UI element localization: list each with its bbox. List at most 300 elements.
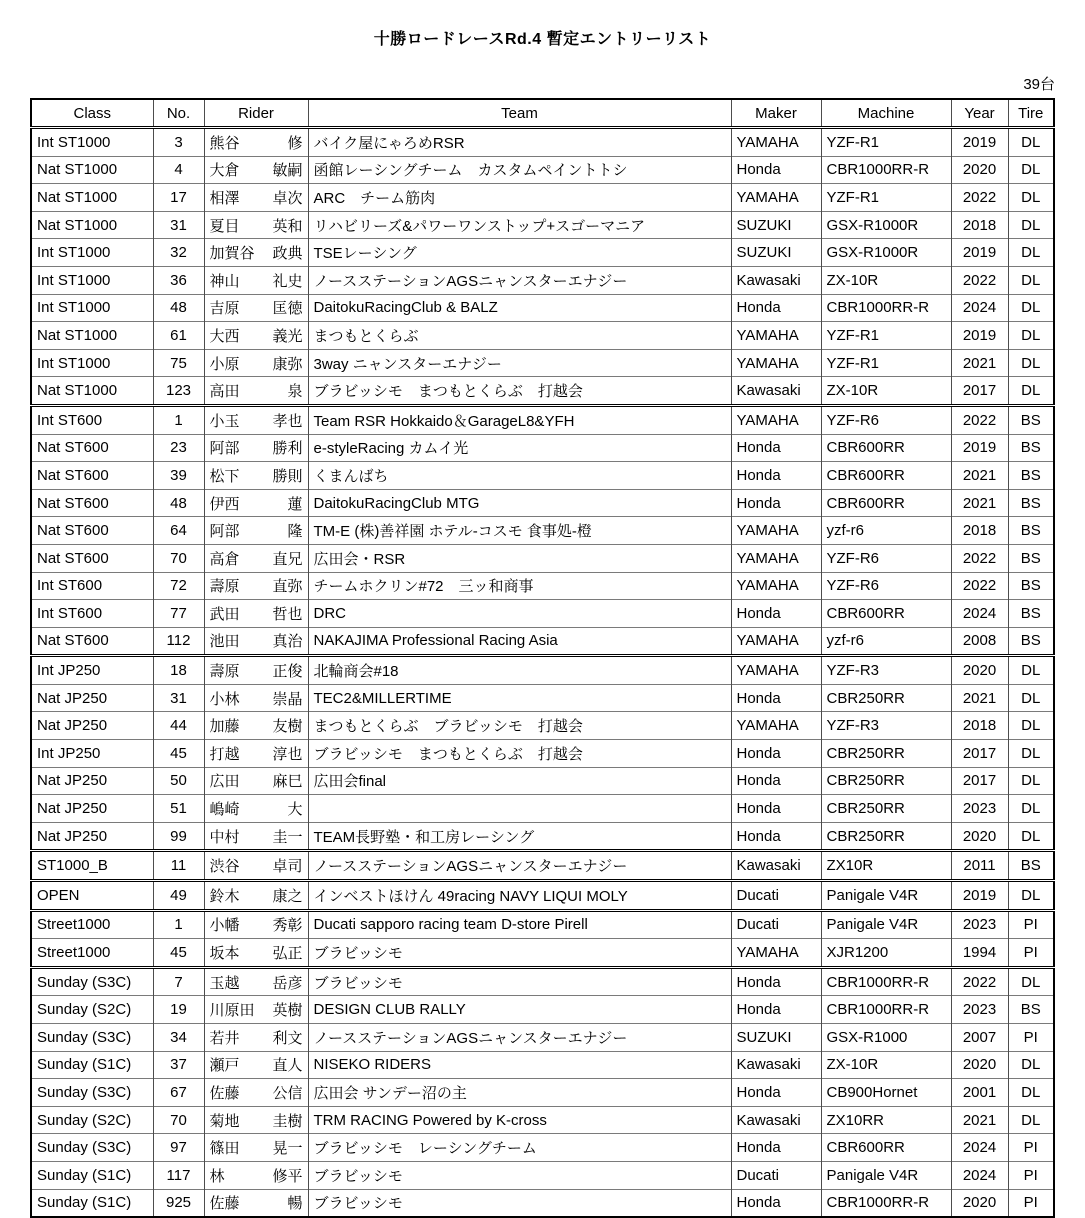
rider-name <box>210 798 303 819</box>
cell-team: インベストほけん 49racing NAVY LIQUI MOLY <box>308 881 731 911</box>
table-row <box>31 405 1054 434</box>
cell-class: Nat JP250 <box>31 684 153 712</box>
table-row <box>31 1134 1054 1162</box>
cell-maker: Honda <box>731 489 821 517</box>
cell-no: 97 <box>153 1134 204 1162</box>
cell-tire: DL <box>1008 822 1054 851</box>
table-row <box>31 517 1054 545</box>
rider-given-name: 正俊 <box>272 663 303 681</box>
cell-year: 2021 <box>951 349 1008 377</box>
cell-tire: DL <box>1008 795 1054 823</box>
cell-year: 2018 <box>951 517 1008 545</box>
cell-year: 2018 <box>951 712 1008 740</box>
cell-class: Sunday (S3C) <box>31 1079 153 1107</box>
cell-machine: CBR250RR <box>821 795 951 823</box>
cell-rider <box>204 349 308 377</box>
cell-no: 925 <box>153 1189 204 1217</box>
cell-machine: CBR600RR <box>821 489 951 517</box>
cell-no: 4 <box>153 156 204 184</box>
cell-maker: YAMAHA <box>731 656 821 685</box>
rider-name <box>210 493 303 514</box>
table-row <box>31 600 1054 628</box>
rider-name <box>210 325 303 346</box>
cell-year: 2024 <box>951 1161 1008 1189</box>
table-row <box>31 939 1054 968</box>
cell-class: ST1000_B <box>31 851 153 881</box>
cell-class: Sunday (S2C) <box>31 996 153 1024</box>
cell-machine: CBR250RR <box>821 740 951 768</box>
cell-maker: Kawasaki <box>731 377 821 406</box>
rider-given-name: 晃一 <box>272 1140 303 1158</box>
cell-team: NISEKO RIDERS <box>308 1051 731 1079</box>
cell-tire: DL <box>1008 656 1054 685</box>
cell-maker: Kawasaki <box>731 1106 821 1134</box>
table-row <box>31 184 1054 212</box>
cell-maker: Honda <box>731 1189 821 1217</box>
cell-year: 2022 <box>951 967 1008 996</box>
cell-team: 広田会 サンデー沼の主 <box>308 1079 731 1107</box>
cell-team: 広田会final <box>308 767 731 795</box>
cell-team: 函館レーシングチーム カスタムペイントトシ <box>308 156 731 184</box>
table-row <box>31 712 1054 740</box>
rider-given-name: 友樹 <box>272 718 303 736</box>
rider-given-name: 圭樹 <box>272 1112 303 1130</box>
cell-class: Int ST1000 <box>31 266 153 294</box>
table-row <box>31 294 1054 322</box>
cell-rider <box>204 939 308 968</box>
cell-class: Nat ST1000 <box>31 184 153 212</box>
table-row <box>31 434 1054 462</box>
cell-maker: YAMAHA <box>731 517 821 545</box>
cell-machine: CBR1000RR-R <box>821 294 951 322</box>
cell-year: 2023 <box>951 996 1008 1024</box>
table-row <box>31 1189 1054 1217</box>
cell-year: 2022 <box>951 184 1008 212</box>
rider-given-name: 卓司 <box>272 858 303 876</box>
cell-year: 2018 <box>951 211 1008 239</box>
cell-rider <box>204 910 308 939</box>
rider-given-name: 義光 <box>272 327 303 345</box>
cell-tire: BS <box>1008 489 1054 517</box>
rider-family-name: 高倉 <box>209 550 240 568</box>
cell-class: Nat ST1000 <box>31 211 153 239</box>
rider-name <box>210 215 303 236</box>
cell-rider <box>204 128 308 157</box>
cell-no: 23 <box>153 434 204 462</box>
rider-name <box>210 855 303 876</box>
cell-team: DRC <box>308 600 731 628</box>
rider-family-name: 壽原 <box>209 663 240 681</box>
cell-maker: YAMAHA <box>731 405 821 434</box>
cell-no: 17 <box>153 184 204 212</box>
cell-year: 2021 <box>951 1106 1008 1134</box>
cell-rider <box>204 1134 308 1162</box>
cell-machine: GSX-R1000R <box>821 239 951 267</box>
rider-name <box>210 548 303 569</box>
cell-rider <box>204 322 308 350</box>
cell-tire: DL <box>1008 1051 1054 1079</box>
cell-tire: BS <box>1008 517 1054 545</box>
cell-team: e-styleRacing カムイ光 <box>308 434 731 462</box>
rider-family-name: 林 <box>209 1167 225 1185</box>
cell-machine: CBR1000RR-R <box>821 996 951 1024</box>
cell-no: 99 <box>153 822 204 851</box>
rider-name <box>210 1110 303 1131</box>
table-row <box>31 1024 1054 1052</box>
cell-maker: YAMAHA <box>731 349 821 377</box>
cell-no: 11 <box>153 851 204 881</box>
cell-no: 49 <box>153 881 204 911</box>
cell-class: Sunday (S1C) <box>31 1161 153 1189</box>
cell-team: まつもとくらぶ <box>308 322 731 350</box>
cell-year: 2017 <box>951 767 1008 795</box>
cell-rider <box>204 600 308 628</box>
table-row <box>31 462 1054 490</box>
entry-table <box>30 98 1055 1218</box>
cell-year: 2022 <box>951 266 1008 294</box>
rider-family-name: 玉越 <box>209 974 240 992</box>
cell-rider <box>204 156 308 184</box>
cell-team: Ducati sapporo racing team D-store Pirell <box>308 910 731 939</box>
rider-given-name: 卓次 <box>272 189 303 207</box>
cell-team: TSEレーシング <box>308 239 731 267</box>
cell-machine: YZF-R1 <box>821 128 951 157</box>
cell-tire: DL <box>1008 184 1054 212</box>
rider-given-name: 孝也 <box>272 412 303 430</box>
rider-name <box>210 575 303 596</box>
rider-family-name: 打越 <box>209 745 240 763</box>
rider-name <box>210 942 303 963</box>
cell-year: 2023 <box>951 910 1008 939</box>
rider-family-name: 加賀谷 <box>209 245 255 263</box>
cell-year: 2001 <box>951 1079 1008 1107</box>
column-header-machine: Machine <box>821 99 951 128</box>
cell-no: 7 <box>153 967 204 996</box>
cell-year: 2020 <box>951 1189 1008 1217</box>
cell-machine: CB900Hornet <box>821 1079 951 1107</box>
cell-class: Nat ST600 <box>31 462 153 490</box>
cell-machine: Panigale V4R <box>821 1161 951 1189</box>
cell-maker: YAMAHA <box>731 572 821 600</box>
cell-class: Nat ST600 <box>31 627 153 656</box>
cell-machine: CBR600RR <box>821 600 951 628</box>
table-row <box>31 156 1054 184</box>
cell-tire: DL <box>1008 1079 1054 1107</box>
cell-tire: BS <box>1008 996 1054 1024</box>
entry-list-page <box>0 26 1085 1218</box>
cell-class: Nat ST600 <box>31 544 153 572</box>
cell-no: 39 <box>153 462 204 490</box>
column-header-rider: Rider <box>204 99 308 128</box>
cell-no: 51 <box>153 795 204 823</box>
rider-name <box>210 270 303 291</box>
cell-tire: PI <box>1008 1134 1054 1162</box>
cell-tire: DL <box>1008 239 1054 267</box>
cell-maker: Honda <box>731 156 821 184</box>
cell-machine: YZF-R3 <box>821 712 951 740</box>
cell-maker: Honda <box>731 795 821 823</box>
cell-machine: ZX-10R <box>821 266 951 294</box>
table-row <box>31 767 1054 795</box>
cell-class: Nat ST600 <box>31 434 153 462</box>
column-header-maker: Maker <box>731 99 821 128</box>
rider-family-name: 夏目 <box>209 217 240 235</box>
cell-year: 2017 <box>951 740 1008 768</box>
rider-family-name: 川原田 <box>209 1002 255 1020</box>
cell-team: ノースステーションAGSニャンスターエナジー <box>308 851 731 881</box>
rider-given-name: 直兄 <box>272 550 303 568</box>
cell-rider <box>204 462 308 490</box>
cell-no: 67 <box>153 1079 204 1107</box>
cell-year: 2019 <box>951 239 1008 267</box>
cell-class: Nat ST600 <box>31 517 153 545</box>
cell-team: DESIGN CLUB RALLY <box>308 996 731 1024</box>
rider-given-name: 敏嗣 <box>272 162 303 180</box>
cell-rider <box>204 1106 308 1134</box>
rider-family-name: 加藤 <box>209 718 240 736</box>
rider-family-name: 大倉 <box>209 162 240 180</box>
cell-machine: yzf-r6 <box>821 627 951 656</box>
cell-rider <box>204 967 308 996</box>
column-header-year: Year <box>951 99 1008 128</box>
rider-given-name: 直人 <box>272 1057 303 1075</box>
cell-team: TRM RACING Powered by K-cross <box>308 1106 731 1134</box>
cell-class: Nat ST1000 <box>31 156 153 184</box>
cell-no: 61 <box>153 322 204 350</box>
cell-maker: SUZUKI <box>731 211 821 239</box>
cell-no: 48 <box>153 489 204 517</box>
table-row <box>31 1106 1054 1134</box>
rider-name <box>210 914 303 935</box>
cell-rider <box>204 1161 308 1189</box>
rider-family-name: 松下 <box>209 467 240 485</box>
rider-name <box>210 465 303 486</box>
cell-machine: CBR1000RR-R <box>821 1189 951 1217</box>
cell-machine: ZX10R <box>821 851 951 881</box>
cell-machine: CBR1000RR-R <box>821 967 951 996</box>
table-row <box>31 656 1054 685</box>
rider-given-name: 淳也 <box>272 745 303 763</box>
rider-name <box>210 885 303 906</box>
cell-year: 2019 <box>951 322 1008 350</box>
rider-given-name: 直弥 <box>272 578 303 596</box>
cell-machine: Panigale V4R <box>821 910 951 939</box>
rider-family-name: 鈴木 <box>209 887 240 905</box>
cell-no: 75 <box>153 349 204 377</box>
rider-family-name: 広田 <box>209 773 240 791</box>
cell-maker: Honda <box>731 996 821 1024</box>
cell-class: Int JP250 <box>31 740 153 768</box>
cell-no: 1 <box>153 405 204 434</box>
rider-family-name: 嶋崎 <box>209 801 240 819</box>
cell-maker: Honda <box>731 684 821 712</box>
cell-no: 70 <box>153 544 204 572</box>
rider-given-name: 哲也 <box>272 605 303 623</box>
cell-class: Int ST1000 <box>31 349 153 377</box>
rider-family-name: 篠田 <box>209 1140 240 1158</box>
cell-machine: YZF-R1 <box>821 322 951 350</box>
table-row <box>31 489 1054 517</box>
cell-maker: YAMAHA <box>731 322 821 350</box>
cell-team: バイク屋にゃろめRSR <box>308 128 731 157</box>
cell-machine: CBR600RR <box>821 462 951 490</box>
cell-machine: YZF-R6 <box>821 544 951 572</box>
cell-maker: Ducati <box>731 910 821 939</box>
column-header-team: Team <box>308 99 731 128</box>
cell-year: 2020 <box>951 1051 1008 1079</box>
cell-maker: YAMAHA <box>731 544 821 572</box>
cell-class: Nat ST1000 <box>31 377 153 406</box>
cell-team: くまんばち <box>308 462 731 490</box>
cell-year: 2022 <box>951 405 1008 434</box>
cell-class: Street1000 <box>31 939 153 968</box>
cell-no: 44 <box>153 712 204 740</box>
cell-rider <box>204 1079 308 1107</box>
cell-no: 48 <box>153 294 204 322</box>
rider-given-name: 真治 <box>272 633 303 651</box>
cell-tire: DL <box>1008 767 1054 795</box>
cell-class: Nat JP250 <box>31 712 153 740</box>
cell-team: NAKAJIMA Professional Racing Asia <box>308 627 731 656</box>
cell-team: ブラビッシモ まつもとくらぶ 打越会 <box>308 740 731 768</box>
cell-machine: ZX-10R <box>821 1051 951 1079</box>
rider-family-name: 菊地 <box>209 1112 240 1130</box>
cell-maker: Ducati <box>731 881 821 911</box>
cell-no: 77 <box>153 600 204 628</box>
rider-family-name: 坂本 <box>209 945 240 963</box>
cell-maker: Honda <box>731 462 821 490</box>
cell-class: Int ST1000 <box>31 128 153 157</box>
table-row <box>31 572 1054 600</box>
rider-name <box>210 242 303 263</box>
cell-tire: DL <box>1008 740 1054 768</box>
rider-name <box>210 770 303 791</box>
cell-rider <box>204 572 308 600</box>
cell-class: Nat JP250 <box>31 795 153 823</box>
cell-class: Sunday (S1C) <box>31 1051 153 1079</box>
cell-year: 2019 <box>951 881 1008 911</box>
cell-no: 45 <box>153 740 204 768</box>
cell-year: 2019 <box>951 434 1008 462</box>
cell-year: 2022 <box>951 572 1008 600</box>
cell-maker: YAMAHA <box>731 712 821 740</box>
cell-rider <box>204 517 308 545</box>
rider-name <box>210 1082 303 1103</box>
cell-year: 2007 <box>951 1024 1008 1052</box>
cell-machine: ZX10RR <box>821 1106 951 1134</box>
rider-given-name: 崇晶 <box>272 690 303 708</box>
cell-class: Int ST600 <box>31 600 153 628</box>
cell-tire: BS <box>1008 627 1054 656</box>
cell-tire: BS <box>1008 405 1054 434</box>
cell-class: Int ST600 <box>31 572 153 600</box>
cell-rider <box>204 684 308 712</box>
cell-maker: Honda <box>731 822 821 851</box>
table-row <box>31 822 1054 851</box>
cell-rider <box>204 656 308 685</box>
cell-no: 36 <box>153 266 204 294</box>
cell-machine: XJR1200 <box>821 939 951 968</box>
cell-tire: PI <box>1008 910 1054 939</box>
cell-maker: Kawasaki <box>731 851 821 881</box>
rider-family-name: 瀬戸 <box>209 1057 240 1075</box>
rider-family-name: 壽原 <box>209 578 240 596</box>
cell-machine: YZF-R1 <box>821 184 951 212</box>
cell-rider <box>204 211 308 239</box>
cell-rider <box>204 740 308 768</box>
rider-given-name: 礼史 <box>272 272 303 290</box>
cell-no: 45 <box>153 939 204 968</box>
cell-team: TM-E (株)善祥園 ホテル-コスモ 食事処-橙 <box>308 517 731 545</box>
cell-tire: DL <box>1008 266 1054 294</box>
cell-class: Sunday (S2C) <box>31 1106 153 1134</box>
cell-class: Sunday (S3C) <box>31 1024 153 1052</box>
cell-year: 2024 <box>951 1134 1008 1162</box>
cell-maker: Honda <box>731 294 821 322</box>
rider-name <box>210 1027 303 1048</box>
rider-family-name: 熊谷 <box>209 134 240 152</box>
cell-no: 31 <box>153 684 204 712</box>
cell-no: 3 <box>153 128 204 157</box>
rider-name <box>210 603 303 624</box>
table-row <box>31 996 1054 1024</box>
cell-tire: DL <box>1008 349 1054 377</box>
rider-given-name: 匡徳 <box>272 300 303 318</box>
cell-no: 1 <box>153 910 204 939</box>
cell-class: Int JP250 <box>31 656 153 685</box>
rider-name <box>210 826 303 847</box>
cell-class: OPEN <box>31 881 153 911</box>
cell-machine: YZF-R6 <box>821 405 951 434</box>
table-row <box>31 349 1054 377</box>
table-row <box>31 684 1054 712</box>
rider-given-name: 隆 <box>287 523 303 541</box>
cell-team: 広田会・RSR <box>308 544 731 572</box>
cell-year: 2024 <box>951 600 1008 628</box>
cell-tire: PI <box>1008 1161 1054 1189</box>
cell-tire: DL <box>1008 967 1054 996</box>
cell-class: Sunday (S3C) <box>31 967 153 996</box>
table-row <box>31 740 1054 768</box>
rider-given-name: 康弥 <box>272 355 303 373</box>
cell-year: 2020 <box>951 822 1008 851</box>
cell-no: 123 <box>153 377 204 406</box>
rider-name <box>210 410 303 431</box>
cell-maker: SUZUKI <box>731 1024 821 1052</box>
cell-tire: DL <box>1008 1106 1054 1134</box>
cell-year: 2008 <box>951 627 1008 656</box>
cell-rider <box>204 544 308 572</box>
cell-maker: Kawasaki <box>731 1051 821 1079</box>
table-row <box>31 851 1054 881</box>
header-row <box>31 99 1054 128</box>
cell-tire: BS <box>1008 572 1054 600</box>
cell-tire: DL <box>1008 156 1054 184</box>
cell-no: 112 <box>153 627 204 656</box>
cell-maker: Ducati <box>731 1161 821 1189</box>
rider-family-name: 伊西 <box>209 495 240 513</box>
cell-rider <box>204 822 308 851</box>
rider-given-name: 泉 <box>287 383 303 401</box>
rider-name <box>210 743 303 764</box>
cell-tire: PI <box>1008 1024 1054 1052</box>
cell-team: ブラビッシモ <box>308 1189 731 1217</box>
cell-no: 37 <box>153 1051 204 1079</box>
cell-no: 117 <box>153 1161 204 1189</box>
table-row <box>31 881 1054 911</box>
cell-rider <box>204 996 308 1024</box>
cell-tire: BS <box>1008 851 1054 881</box>
